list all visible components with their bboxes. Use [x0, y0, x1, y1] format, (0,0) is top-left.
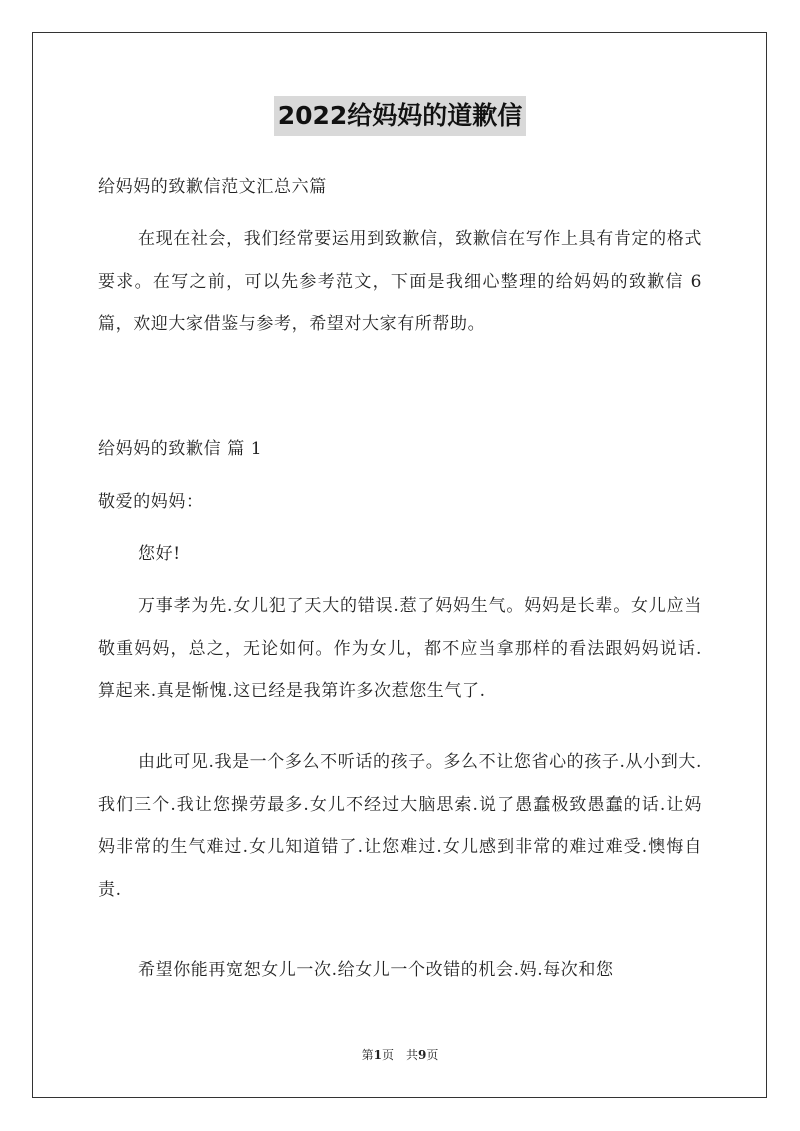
- body-paragraph-2: 由此可见.我是一个多么不听话的孩子。多么不让您省心的孩子.从小到大.我们三个.我让您操劳最多.女儿不经过大脑思索.说了愚蠢极致愚蠢的话.让妈妈非常的生气难过.女儿知道错了.让您难过.女儿感到非常的难过难受.懊悔自责.: [98, 752, 702, 900]
- document-title: 2022给妈妈的道歉信: [274, 96, 527, 136]
- subtitle: 给妈妈的致歉信范文汇总六篇: [98, 177, 327, 197]
- page-suffix: 页: [426, 1048, 439, 1062]
- body-paragraph-1: 万事孝为先.女儿犯了天大的错误.惹了妈妈生气。妈妈是长辈。女儿应当敬重妈妈，总之，无论如何。作为女儿，都不应当拿那样的看法跟妈妈说话.算起来.真是惭愧.这已经是我第许多次惹您生气了.: [98, 596, 702, 701]
- intro-paragraph: 在现在社会，我们经常要运用到致歉信，致歉信在写作上具有肯定的格式要求。在写之前，可以先参考范文，下面是我细心整理的给妈妈的致歉信 6 篇，欢迎大家借鉴与参考，希望对大家有所帮助。: [98, 229, 702, 334]
- title-block: [98, 96, 702, 136]
- page-mid: 页 共: [381, 1048, 418, 1062]
- page-footer: [0, 1046, 800, 1063]
- salutation: 敬爱的妈妈：: [98, 492, 204, 512]
- greeting: 您好!: [138, 544, 181, 564]
- body-paragraph-3: 希望你能再宽恕女儿一次.给女儿一个改错的机会.妈.每次和您: [138, 960, 614, 980]
- page-prefix: 第: [361, 1048, 374, 1062]
- section-heading: 给妈妈的致歉信 篇 1: [98, 439, 263, 459]
- page-total: 9: [418, 1048, 427, 1062]
- page-number: 1: [373, 1048, 382, 1062]
